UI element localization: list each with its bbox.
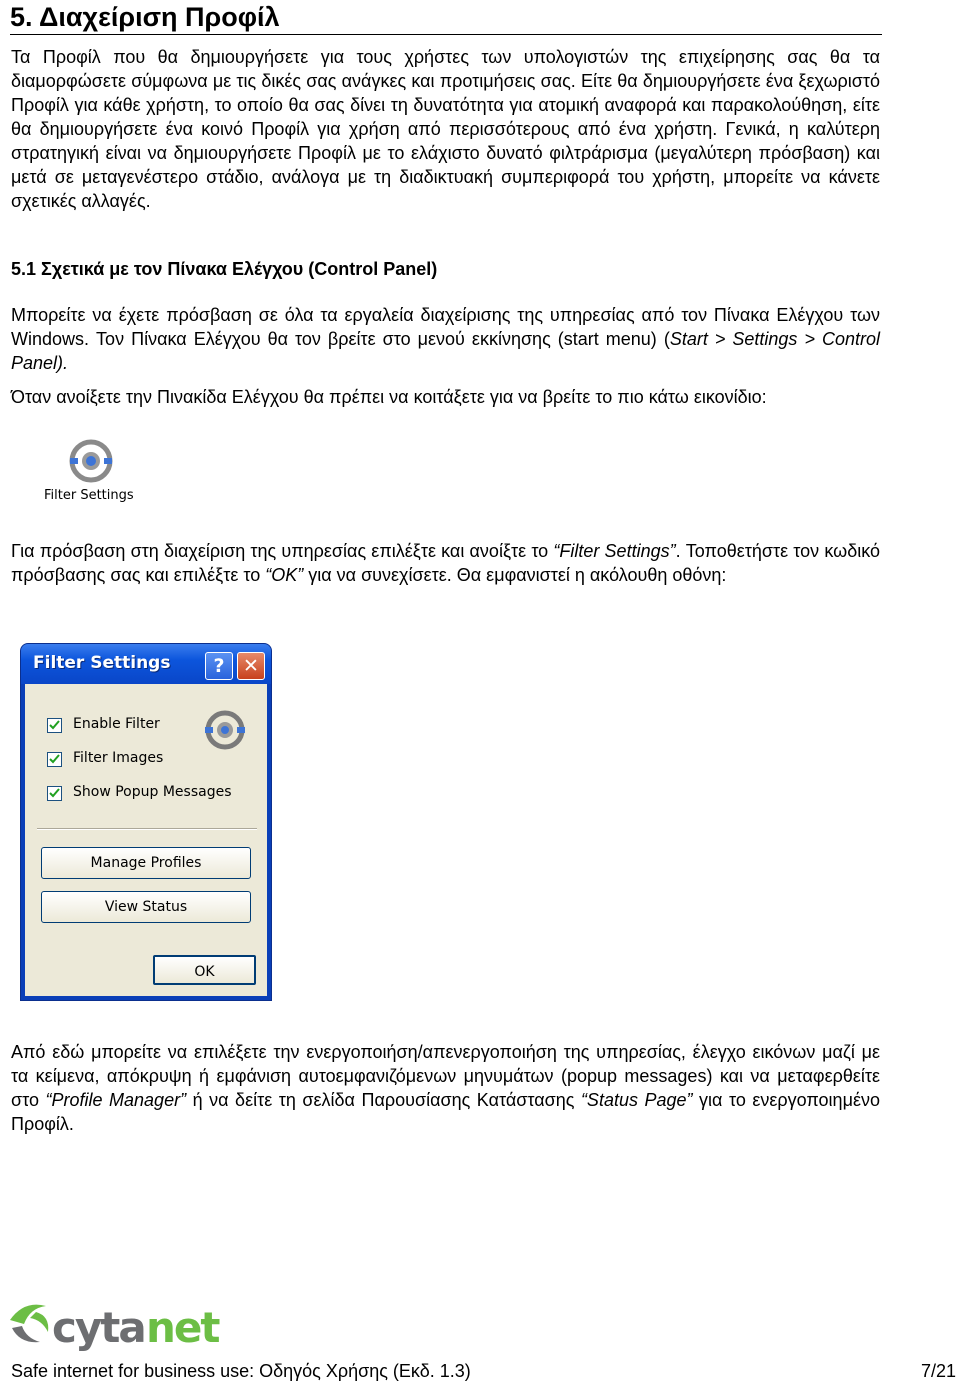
intro-paragraph: Τα Προφίλ που θα δημιουργήσετε για τους χρήστες των υπολογιστών της επιχείρησης σας θα τα διαμορφώσετε σύμφωνα με τις δικές σας ανάγκες και προτιμήσεις σας. Είτε θα δημιουργήσετε ένα ξεχωριστό Προφίλ για κάθε χρήστη, το οποίο θα σας δίνει τη δυνατότητα για ατομική αναφορά και παρακολούθηση, είτε θα δημιουργήσετε ένα κοινό Προφίλ για χρήση από περισσότερους από ένα χρήστη. Γενικά, η καλύτερη στρατηγική είναι να δημιουργήσετε Προφίλ με το ελάχιστο δυνατό φιλτράρισμα (μεγαλύτερη πρόσβαση) και μετά σε μεταγενέστερο στάδιο, ανάλογα με τη διαδικτυακή συμπεριφορά του χρήστη, μπορείτε να κάνετε σχετικές αλλαγές. — [11, 47, 880, 211]
target-icon — [203, 708, 247, 752]
icon-instruction-paragraph: Όταν ανοίξετε την Πινακίδα Ελέγχου θα πρέπει να κοιτάξετε για να βρείτε το πιο κάτω εικονίδιο: — [11, 387, 767, 407]
access-text-c: για να συνεχίσετε. Θα εμφανιστεί η ακόλουθη οθόνη: — [303, 565, 727, 585]
options-text-c: για το ενεργοποιημένο Προφίλ. — [11, 1090, 880, 1134]
filter-settings-ref: “Filter Settings” — [553, 541, 676, 561]
close-button[interactable]: ✕ — [237, 652, 265, 680]
control-panel-text: Μπορείτε να έχετε πρόσβαση σε όλα τα εργαλεία διαχείρισης της υπηρεσίας από τον Πίνακα Ελέγχου των Windows. Τον Πίνακα Ελέγχου θα τον βρείτε στο μενού εκκίνησης (start menu) ( — [11, 305, 880, 349]
profile-manager-ref: “Profile Manager” — [45, 1090, 187, 1110]
checkbox-label: Show Popup Messages — [73, 784, 232, 800]
check-icon — [49, 720, 60, 731]
logo-mark-icon — [10, 1305, 48, 1343]
access-text-b: . Τοποθετήστε τον κωδικό πρόσβασης σας και επιλέξτε το — [11, 541, 881, 585]
dialog-separator — [37, 828, 257, 830]
check-icon — [49, 754, 60, 765]
manage-profiles-button[interactable]: Manage Profiles — [41, 847, 251, 879]
options-text-b: ή να δείτε τη σελίδα Παρουσίασης Κατάστασης — [186, 1090, 581, 1110]
checkbox-box[interactable] — [47, 786, 62, 801]
control-panel-path: Start > Settings > Control Panel). — [11, 329, 881, 373]
ok-ref: “OK” — [265, 565, 304, 585]
view-status-button[interactable]: View Status — [41, 891, 251, 923]
cytanet-logo — [6, 1294, 256, 1358]
dialog-titlebar[interactable] — [21, 644, 271, 684]
dialog-client-area — [25, 684, 267, 996]
status-page-ref: “Status Page” — [580, 1090, 693, 1110]
filter-settings-dialog — [21, 644, 271, 1000]
access-instruction-paragraph — [11, 539, 880, 587]
checkbox-label: Enable Filter — [73, 716, 160, 732]
section-heading: 5.1 Σχετικά με τον Πίνακα Ελέγχου (Control Panel) — [11, 259, 438, 279]
control-panel-paragraph — [11, 303, 880, 375]
page-heading: 5. Διαχείριση Προφίλ — [10, 0, 882, 35]
svg-text:net: net — [146, 1303, 219, 1352]
filter-settings-cp-icon[interactable] — [40, 438, 150, 510]
help-button[interactable]: ? — [205, 652, 233, 680]
page-number: 7/21 — [920, 1361, 956, 1381]
ok-button[interactable]: OK — [153, 955, 256, 985]
checkbox-label: Filter Images — [73, 750, 164, 766]
checkbox-box[interactable] — [47, 752, 62, 767]
target-icon — [40, 438, 150, 488]
svg-text:cyta: cyta — [52, 1303, 145, 1352]
cp-icon-label: Filter Settings — [44, 488, 134, 503]
access-text-a: Για πρόσβαση στη διαχείριση της υπηρεσίας επιλέξτε και ανοίξτε το — [11, 541, 554, 561]
checkbox-box[interactable] — [47, 718, 62, 733]
options-text-a: Από εδώ μπορείτε να επιλέξετε την ενεργοποιήση/απενεργοποιήση της υπηρεσίας, έλεγχο εικόνων μαζί με τα κείμενα, απόκρυψη ή εμφάνιση αυτοεμφανιζόμενων μηνυμάτων (popup messages) και να μεταφερθείτε στο — [11, 1042, 880, 1110]
options-description-paragraph — [11, 1040, 880, 1136]
check-icon — [49, 788, 60, 799]
footer-text: Safe internet for business use: Οδηγός Χρήσης (Εκδ. 1.3) — [11, 1361, 471, 1381]
dialog-title: Filter Settings — [33, 653, 171, 673]
